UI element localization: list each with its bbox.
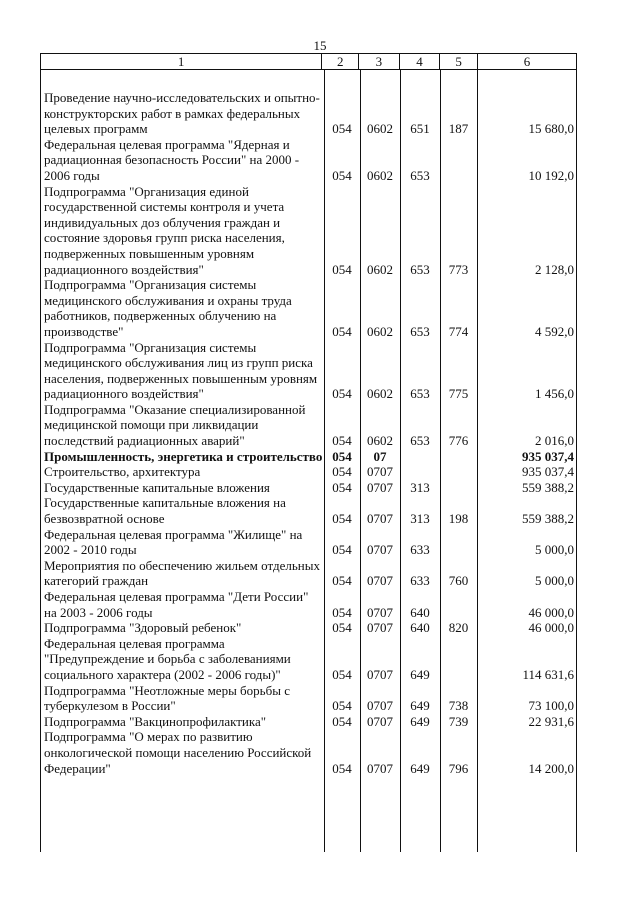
row-name: Подпрограмма "Оказание специализированной медицинской помощи при ликвидации последствий радиационных аварий": [44, 401, 306, 449]
row-code-2: 054: [332, 760, 352, 776]
row-amount: 10 192,0: [528, 167, 574, 183]
row-code-2: 054: [332, 261, 352, 277]
table-row: [41, 184, 578, 278]
row-code-2: 054: [332, 479, 352, 495]
row-name: Подпрограмма "Неотложные меры борьбы с туберкулезом в России": [44, 682, 290, 714]
row-code-3: 0707: [367, 511, 393, 527]
row-amount: 5 000,0: [535, 542, 574, 558]
row-code-3: 0707: [367, 620, 393, 636]
row-code-5: 773: [448, 261, 469, 277]
row-code-5: 760: [448, 573, 469, 589]
table-row: [41, 558, 578, 589]
header-col-1: 1: [177, 54, 185, 69]
table-row: [41, 464, 578, 480]
row-name: Федеральная целевая программа "Предупреждение и борьба с заболеваниями социального характера (2002 - 2006 годы)": [44, 635, 291, 682]
row-code-2: 054: [332, 666, 352, 682]
header-col-5: 5: [439, 54, 477, 69]
row-code-5: 187: [448, 121, 469, 137]
row-code-5: 738: [448, 698, 469, 714]
row-amount: 935 037,4: [522, 448, 574, 464]
table-row: [41, 480, 578, 496]
row-code-4: 653: [410, 167, 430, 183]
table-row: [41, 90, 578, 137]
row-amount: 46 000,0: [528, 604, 574, 620]
table-row: [41, 683, 578, 714]
page-number: 15: [313, 38, 327, 53]
row-code-4: 640: [410, 604, 430, 620]
row-code-3: 0602: [367, 433, 393, 449]
row-code-4: 649: [410, 666, 430, 682]
row-amount: 73 100,0: [528, 698, 574, 714]
row-amount: 4 592,0: [535, 323, 574, 339]
row-code-4: 313: [410, 511, 430, 527]
table-row: [41, 277, 578, 339]
row-code-3: 0707: [367, 573, 393, 589]
row-code-4: 633: [410, 573, 430, 589]
row-amount: 15 680,0: [528, 121, 574, 137]
row-name: Федеральная целевая программа "Дети России" на 2003 - 2006 годы: [44, 589, 309, 620]
row-code-4: 649: [410, 698, 430, 714]
row-code-3: 0707: [367, 604, 393, 620]
row-code-3: 07: [373, 448, 387, 464]
table-row: [41, 137, 578, 184]
row-code-2: 054: [332, 448, 352, 464]
row-code-4: 649: [410, 713, 430, 729]
row-name: Подпрограмма "О мерах по развитию онкологической помощи населению Российской Федерации": [44, 729, 312, 776]
row-code-4: 653: [410, 433, 430, 449]
row-code-3: 0602: [367, 261, 393, 277]
table-row: [41, 527, 578, 558]
row-amount: 1 456,0: [535, 386, 574, 402]
table-row: [41, 729, 578, 776]
row-code-3: 0707: [367, 542, 393, 558]
row-code-3: 0602: [367, 386, 393, 402]
row-code-2: 054: [332, 698, 352, 714]
row-code-5: 775: [448, 386, 469, 402]
row-code-2: 054: [332, 542, 352, 558]
row-code-4: 653: [410, 386, 430, 402]
row-name: Мероприятия по обеспечению жильем отдельных категорий граждан: [44, 557, 320, 589]
row-amount: 559 388,2: [522, 479, 574, 495]
row-code-3: 0602: [367, 323, 393, 339]
table-row: [41, 589, 578, 620]
row-name: Государственные капитальные вложения: [44, 479, 270, 495]
row-name: Подпрограмма "Вакцинопрофилактика": [44, 713, 267, 729]
table-row: [41, 495, 578, 526]
row-code-5: 739: [448, 713, 469, 729]
row-code-4: 640: [410, 620, 430, 636]
row-amount: 14 200,0: [528, 760, 574, 776]
header-col-4: 4: [399, 54, 440, 69]
header-col-6: 6: [477, 54, 576, 69]
row-name: Проведение научно-исследовательских и опытно-конструкторских работ в рамках федеральных целевых программ: [44, 90, 320, 137]
row-code-3: 0707: [367, 698, 393, 714]
row-amount: 2 128,0: [535, 261, 574, 277]
row-code-4: 313: [410, 479, 430, 495]
table-row: [41, 620, 578, 636]
row-code-2: 054: [332, 121, 352, 137]
table-row: [41, 636, 578, 683]
row-name: Федеральная целевая программа "Ядерная и радиационная безопасность России" на 2000 - 2006 годы: [44, 136, 300, 183]
table-row-section: [41, 449, 578, 465]
row-amount: 5 000,0: [535, 573, 574, 589]
row-name: Федеральная целевая программа "Жилище" на 2002 - 2010 годы: [44, 526, 303, 558]
row-code-4: 651: [410, 121, 430, 137]
row-code-4: 649: [410, 760, 430, 776]
row-name: Подпрограмма "Организация системы медицинского обслуживания и охраны труда работников, подверженных облучению на производстве": [44, 277, 292, 339]
row-code-3: 0707: [367, 713, 393, 729]
row-name: Строительство, архитектура: [44, 464, 201, 480]
row-code-3: 0707: [367, 464, 393, 480]
row-code-4: 633: [410, 542, 430, 558]
row-code-2: 054: [332, 713, 352, 729]
header-col-2: 2: [321, 54, 358, 69]
row-name: Подпрограмма "Организация системы медицинского обслуживания лиц из групп риска населения, подверженных повышенным уровням радиационного воздействия": [44, 339, 318, 402]
row-code-5: 796: [448, 760, 469, 776]
row-amount: 114 631,6: [522, 666, 574, 682]
header-col-3: 3: [358, 54, 399, 69]
row-code-4: 653: [410, 261, 430, 277]
row-name: Государственные капитальные вложения на безвозвратной основе: [44, 495, 286, 527]
row-amount: 935 037,4: [522, 464, 574, 480]
row-code-3: 0602: [367, 121, 393, 137]
row-amount: 46 000,0: [528, 620, 574, 636]
table-body: [40, 70, 577, 852]
table-row: [41, 340, 578, 402]
row-name: Подпрограмма "Организация единой государственной системы контроля и учета индивидуальных доз облучения граждан и состояние здоровья групп риска населения, подверженных повышенным уровням радиационного воздействия": [44, 183, 285, 277]
row-name: Подпрограмма "Здоровый ребенок": [44, 620, 242, 636]
row-code-2: 054: [332, 386, 352, 402]
row-code-5: 776: [448, 433, 469, 449]
row-code-5: 774: [448, 323, 469, 339]
row-code-2: 054: [332, 573, 352, 589]
table-rows: [41, 90, 578, 776]
row-code-2: 054: [332, 604, 352, 620]
row-code-2: 054: [332, 167, 352, 183]
row-code-2: 054: [332, 433, 352, 449]
row-code-2: 054: [332, 323, 352, 339]
row-code-4: 653: [410, 323, 430, 339]
table-row: [41, 714, 578, 730]
row-name: Промышленность, энергетика и строительство: [44, 448, 323, 464]
row-code-3: 0707: [367, 666, 393, 682]
table-header: [40, 53, 577, 70]
row-code-3: 0602: [367, 167, 393, 183]
row-amount: 22 931,6: [528, 713, 574, 729]
row-code-2: 054: [332, 511, 352, 527]
row-code-2: 054: [332, 620, 352, 636]
row-code-5: 198: [448, 511, 469, 527]
row-code-3: 0707: [367, 479, 393, 495]
table-row: [41, 402, 578, 449]
row-code-5: 820: [448, 620, 469, 636]
row-code-2: 054: [332, 464, 352, 480]
row-amount: 559 388,2: [522, 511, 574, 527]
row-code-3: 0707: [367, 760, 393, 776]
row-amount: 2 016,0: [535, 433, 574, 449]
